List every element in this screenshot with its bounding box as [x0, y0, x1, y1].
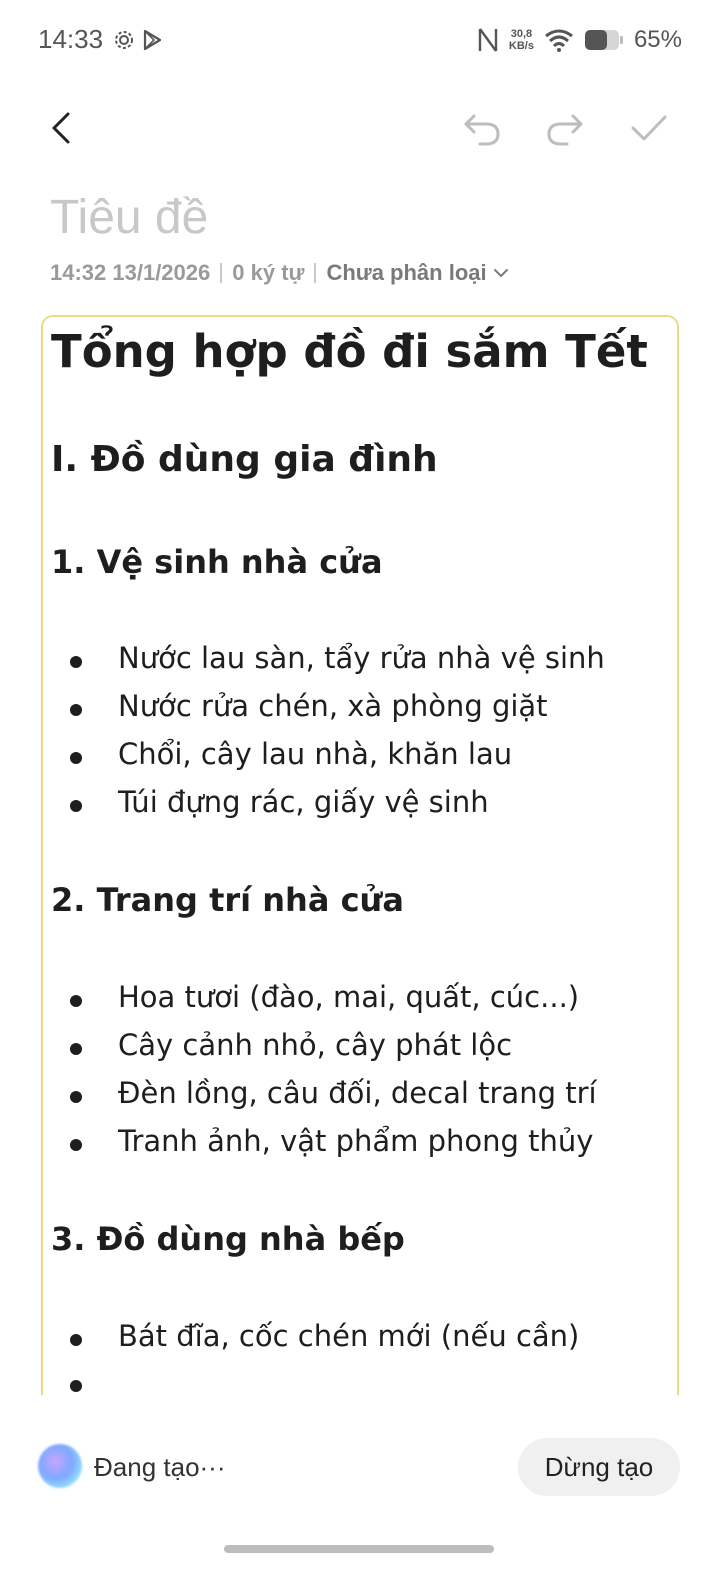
list-item: Túi đựng rác, giấy vệ sinh	[43, 783, 673, 827]
category-dropdown[interactable]	[326, 260, 508, 286]
chevron-down-icon	[493, 267, 509, 279]
check-icon	[629, 112, 669, 144]
bullet-icon	[70, 800, 82, 812]
list-item: Hoa tươi (đào, mai, quất, cúc...)	[43, 978, 673, 1022]
back-button[interactable]	[40, 106, 84, 150]
bullet-icon	[70, 1043, 82, 1055]
bullet-icon	[70, 1334, 82, 1346]
list-item: Bát đĩa, cốc chén mới (nếu cần)	[43, 1317, 673, 1361]
bullet-icon	[70, 1139, 82, 1151]
list-item: Cây cảnh nhỏ, cây phát lộc	[43, 1026, 673, 1070]
meta-divider	[220, 263, 222, 283]
bullet-icon	[70, 1380, 82, 1392]
play-store-icon	[140, 28, 164, 52]
undo-icon	[462, 110, 502, 146]
bullet-icon	[70, 656, 82, 668]
battery-icon	[584, 28, 624, 52]
note-heading: Tổng hợp đồ đi sắm Tết	[51, 325, 648, 378]
redo-button[interactable]	[543, 106, 587, 150]
bullet-icon	[70, 752, 82, 764]
home-indicator[interactable]	[224, 1545, 494, 1553]
note-title-input[interactable]: Tiêu đề	[50, 191, 209, 244]
bullet-icon	[70, 995, 82, 1007]
redo-icon	[545, 110, 585, 146]
note-char-count: 0 ký tự	[232, 260, 305, 285]
group-title: 3. Đồ dùng nhà bếp	[51, 1220, 405, 1258]
chevron-left-icon	[48, 110, 76, 146]
undo-button[interactable]	[460, 106, 504, 150]
status-time: 14:33	[38, 24, 104, 54]
stop-generating-button[interactable]: Dừng tạo	[518, 1438, 680, 1496]
wifi-icon	[544, 28, 574, 52]
list-item: Nước lau sàn, tẩy rửa nhà vệ sinh	[43, 639, 673, 683]
list-item: Nước rửa chén, xà phòng giặt	[43, 687, 673, 731]
battery-percent: 65%	[633, 26, 682, 53]
list-item: Chổi, cây lau nhà, khăn lau	[43, 735, 673, 779]
note-meta	[50, 260, 509, 286]
settings-gear-icon	[112, 28, 136, 52]
note-datetime: 14:32 13/1/2026	[50, 260, 211, 285]
note-editor[interactable]	[41, 315, 679, 1437]
group-title: 1. Vệ sinh nhà cửa	[51, 543, 383, 581]
section-heading: I. Đồ dùng gia đình	[51, 439, 438, 480]
status-bar	[0, 0, 720, 80]
category-label: Chưa phân loại	[326, 260, 487, 285]
ai-orb-icon	[38, 1444, 82, 1488]
editor-toolbar	[0, 96, 720, 160]
ai-status-text: Đang tạo···	[94, 1452, 226, 1482]
list-item: Đèn lồng, câu đối, decal trang trí	[43, 1074, 673, 1118]
bullet-icon	[70, 1091, 82, 1103]
group-title: 2. Trang trí nhà cửa	[51, 881, 404, 919]
list-item: Tranh ảnh, vật phẩm phong thủy	[43, 1122, 673, 1166]
bullet-icon	[70, 704, 82, 716]
save-check-button[interactable]	[627, 106, 671, 150]
network-speed: 30,8 KB/s	[508, 28, 534, 52]
meta-divider	[314, 263, 316, 283]
nfc-icon	[477, 27, 499, 53]
